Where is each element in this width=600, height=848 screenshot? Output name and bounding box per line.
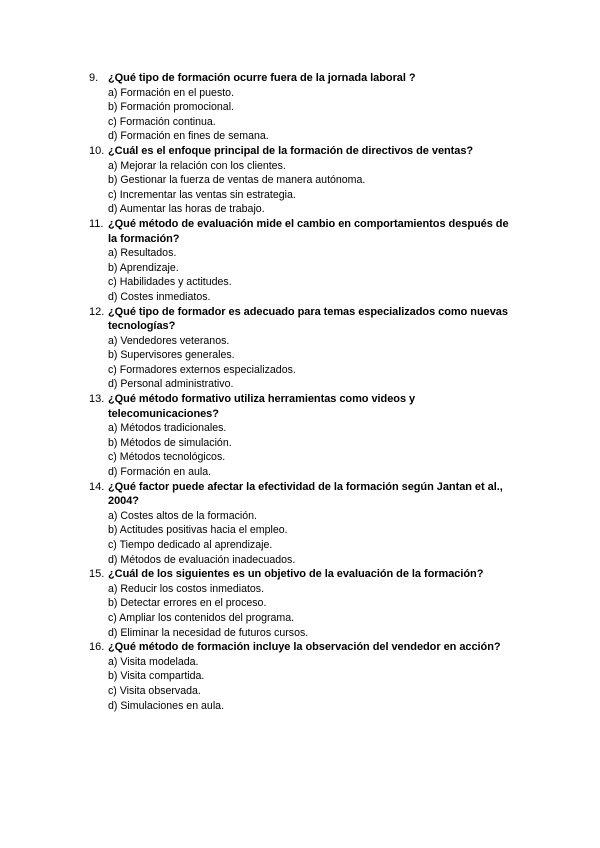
answer-option: b) Gestionar la fuerza de ventas de manera autónoma.: [108, 174, 366, 187]
question-number: 11.: [89, 217, 104, 230]
answer-option: d) Personal administrativo.: [108, 378, 234, 391]
question-number: 14.: [89, 480, 105, 493]
answer-option: a) Resultados.: [108, 247, 177, 260]
answer-option: d) Aumentar las horas de trabajo.: [108, 203, 265, 216]
answer-option: a) Métodos tradicionales.: [108, 422, 227, 435]
answer-option: c) Métodos tecnológicos.: [108, 451, 226, 464]
question-text: ¿Qué tipo de formación ocurre fuera de la jornada laboral ?: [108, 72, 416, 84]
question-number: 16.: [89, 641, 105, 654]
answer-option: c) Visita observada.: [108, 684, 201, 697]
answer-option: d) Formación en fines de semana.: [108, 130, 269, 143]
question-number: 15.: [89, 568, 105, 581]
answer-option: d) Eliminar la necesidad de futuros cursos.: [108, 626, 309, 639]
answer-option: c) Formadores externos especializados.: [108, 363, 296, 376]
question-list: [0, 71, 600, 713]
answer-option: d) Métodos de evaluación inadecuados.: [108, 553, 296, 566]
answer-option: b) Detectar errores en el proceso.: [108, 597, 267, 610]
question-item: [0, 640, 600, 713]
question-text: ¿Qué factor puede afectar la efectividad de la formación según Jantan et al., 2004?: [108, 480, 503, 508]
answer-option: a) Mejorar la relación con los clientes.: [108, 159, 286, 172]
question-item: [0, 392, 600, 480]
question-item: [0, 305, 600, 393]
question-number: 10.: [89, 144, 105, 157]
answer-options: [108, 509, 600, 567]
answer-options: [108, 159, 600, 217]
answer-options: [108, 86, 600, 144]
answer-option: d) Simulaciones en aula.: [108, 699, 225, 712]
answer-options: [108, 582, 600, 640]
question-text: ¿Qué tipo de formador es adecuado para temas especializados como nuevas tecnologías?: [108, 305, 508, 333]
question-number: 12.: [89, 305, 105, 318]
answer-options: [108, 334, 600, 392]
answer-option: c) Ampliar los contenidos del programa.: [108, 611, 295, 624]
answer-option: b) Actitudes positivas hacia el empleo.: [108, 524, 288, 537]
question-text: ¿Qué método de evaluación mide el cambio en comportamientos después de la formación?: [108, 217, 509, 245]
answer-option: b) Aprendizaje.: [108, 261, 179, 274]
answer-option: b) Visita compartida.: [108, 670, 205, 683]
question-item: [0, 71, 600, 144]
answer-option: a) Formación en el puesto.: [108, 86, 235, 99]
answer-option: a) Visita modelada.: [108, 655, 199, 668]
answer-option: d) Costes inmediatos.: [108, 290, 211, 303]
answer-options: [108, 246, 600, 304]
question-text: ¿Cuál es el enfoque principal de la formación de directivos de ventas?: [108, 144, 474, 157]
question-item: [0, 567, 600, 640]
question-number: 13.: [89, 393, 105, 406]
answer-option: b) Métodos de simulación.: [108, 436, 232, 449]
question-text: ¿Cuál de los siguientes es un objetivo de la evaluación de la formación?: [108, 568, 484, 581]
question-text: ¿Qué método formativo utiliza herramientas como videos y telecomunicaciones?: [108, 393, 416, 420]
answer-option: c) Habilidades y actitudes.: [108, 276, 232, 289]
question-item: [0, 480, 600, 568]
question-text: ¿Qué método de formación incluye la observación del vendedor en acción?: [108, 641, 501, 654]
answer-option: a) Reducir los costos inmediatos.: [108, 582, 265, 595]
answer-option: a) Costes altos de la formación.: [108, 509, 257, 522]
question-item: [0, 217, 600, 305]
answer-option: b) Formación promocional.: [108, 101, 234, 114]
answer-option: c) Formación continua.: [108, 115, 216, 128]
answer-options: [108, 421, 600, 479]
answer-option: a) Vendedores veteranos.: [108, 334, 230, 347]
answer-option: d) Formación en aula.: [108, 466, 212, 479]
answer-option: c) Incrementar las ventas sin estrategia.: [108, 188, 296, 201]
answer-option: c) Tiempo dedicado al aprendizaje.: [108, 539, 273, 551]
question-item: [0, 144, 600, 217]
answer-option: b) Supervisores generales.: [108, 349, 235, 362]
answer-options: [108, 655, 600, 713]
question-number: 9.: [89, 72, 99, 84]
